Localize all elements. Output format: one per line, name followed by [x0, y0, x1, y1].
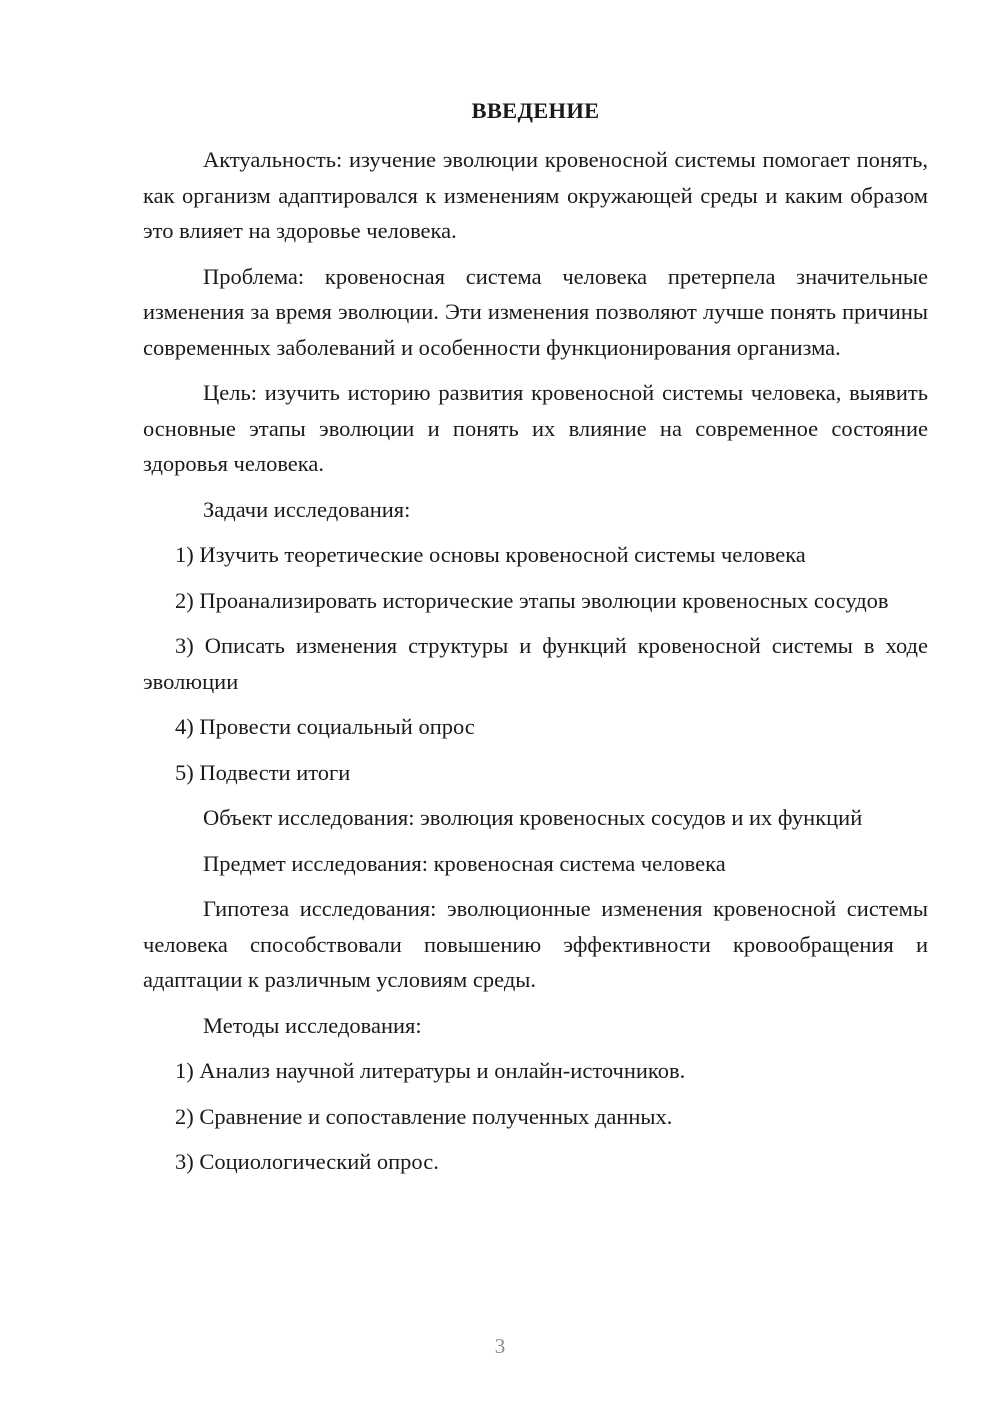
method-item-2: 2) Сравнение и сопоставление полученных данных. — [175, 1103, 673, 1129]
task-item-3: 3) Описать изменения структуры и функций кровеносной системы в ходе эволюции — [143, 633, 928, 694]
page-content — [143, 92, 928, 1190]
task-item-2: 2) Проанализировать исторические этапы эволюции кровеносных сосудов — [175, 587, 889, 613]
methods-heading: Методы исследования: — [203, 1012, 422, 1038]
object-paragraph: Объект исследования: эволюция кровеносных сосудов и их функций — [203, 805, 863, 830]
task-item-1: 1) Изучить теоретические основы кровеносной системы человека — [175, 542, 806, 567]
task-item-4: 4) Провести социальный опрос — [175, 714, 475, 739]
relevance-paragraph: Актуальность: изучение эволюции кровеносной системы помогает понять, как организм адаптировался к изменениям окружающей среды и каким образом это влияет на здоровье человека. — [143, 147, 928, 243]
tasks-heading: Задачи исследования: — [203, 496, 411, 522]
page-number: 3 — [494, 1334, 506, 1358]
subject-paragraph: Предмет исследования: кровеносная система человека — [203, 850, 726, 876]
hypothesis-paragraph: Гипотеза исследования: эволюционные изменения кровеносной системы человека способствовали повышению эффективности кровообращения и адаптации к различным условиям среды. — [143, 896, 928, 992]
method-item-1: 1) Анализ научной литературы и онлайн-источников. — [175, 1058, 686, 1083]
problem-paragraph: Проблема: кровеносная система человека претерпела значительные изменения за время эволюции. Эти изменения позволяют лучше понять причины современных заболеваний и особенности функционирования организма. — [143, 263, 928, 360]
page-title: ВВЕДЕНИЕ — [471, 98, 600, 123]
goal-paragraph: Цель: изучить историю развития кровеносной системы человека, выявить основные этапы эволюции и понять их влияние на современное состояние здоровья человека. — [143, 380, 928, 476]
task-item-5: 5) Подвести итоги — [175, 759, 351, 785]
method-item-3: 3) Социологический опрос. — [175, 1149, 439, 1174]
